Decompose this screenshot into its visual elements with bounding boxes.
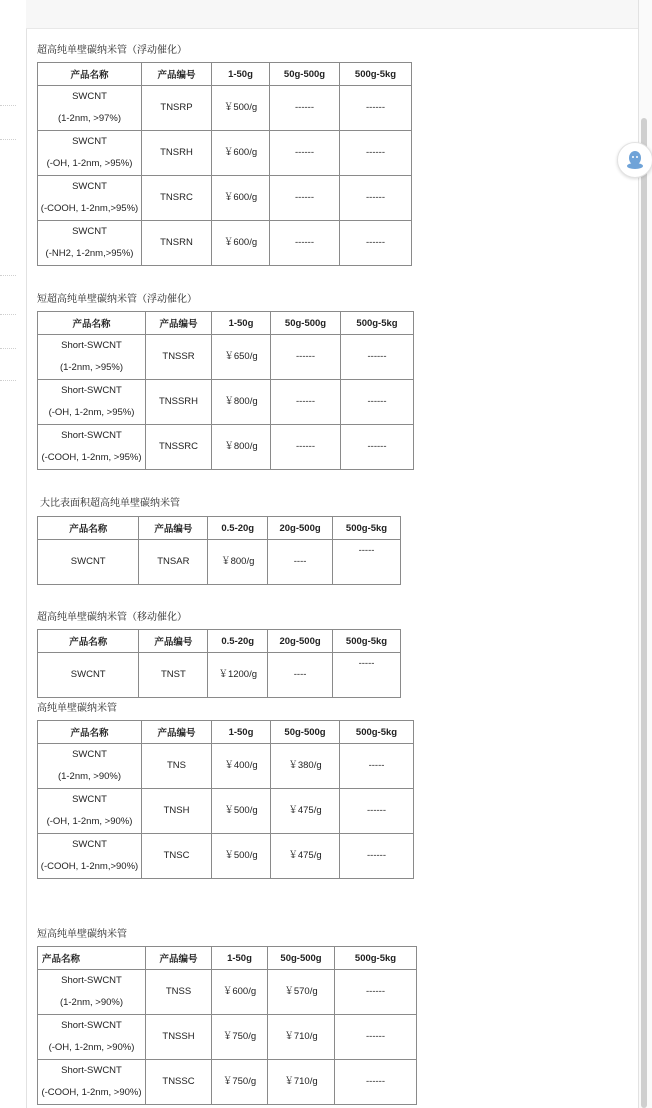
- price-1: ￥1200/g: [208, 653, 268, 698]
- price-2: ------: [271, 335, 341, 380]
- header-price-tier-2: 50g-500g: [271, 721, 340, 744]
- header-price-tier-3: 500g-5kg: [333, 517, 401, 540]
- price-1: ￥600/g: [212, 970, 268, 1015]
- price-3: ------: [335, 1015, 417, 1060]
- header-price-tier-3: 500g-5kg: [341, 312, 414, 335]
- product-code: TNSSRC: [146, 425, 212, 470]
- product-name: Short-SWCNT (-COOH, 1-2nm, >90%): [38, 1060, 146, 1105]
- price-3: ------: [340, 131, 412, 176]
- table-row: [38, 789, 414, 834]
- product-code: TNSSH: [146, 1015, 212, 1060]
- price-2: ------: [270, 86, 340, 131]
- price-1: ￥600/g: [212, 221, 270, 266]
- table-row: [38, 540, 401, 585]
- header-price-tier-3: 500g-5kg: [333, 630, 401, 653]
- price-table: [37, 946, 417, 1105]
- product-code: TNSRP: [142, 86, 212, 131]
- table-row: [38, 653, 401, 698]
- price-1: ￥500/g: [212, 86, 270, 131]
- header-product-code: 产品编号: [142, 63, 212, 86]
- header-price-tier-3: 500g-5kg: [335, 947, 417, 970]
- product-name: SWCNT: [38, 540, 139, 585]
- product-code: TNSAR: [139, 540, 208, 585]
- product-code: TNS: [142, 744, 212, 789]
- header-price-tier-1: 1-50g: [212, 721, 271, 744]
- price-2: ￥475/g: [271, 789, 340, 834]
- price-2: ----: [268, 653, 333, 698]
- price-3: ------: [341, 380, 414, 425]
- product-code: TNSC: [142, 834, 212, 879]
- section-title: 短超高纯单壁碳纳米管（浮动催化）: [37, 294, 197, 305]
- product-code: TNSSC: [146, 1060, 212, 1105]
- product-name: SWCNT: [38, 653, 139, 698]
- product-name: Short-SWCNT (-COOH, 1-2nm, >95%): [38, 425, 146, 470]
- product-name: SWCNT (-NH2, 1-2nm,>95%): [38, 221, 142, 266]
- price-table: [37, 720, 414, 879]
- header-price-tier-2: 20g-500g: [268, 517, 333, 540]
- table-row: [38, 176, 412, 221]
- price-1: ￥600/g: [212, 176, 270, 221]
- header-price-tier-2: 50g-500g: [268, 947, 335, 970]
- header-price-tier-3: 500g-5kg: [340, 721, 414, 744]
- header-product-code: 产品编号: [146, 947, 212, 970]
- section-title: 超高纯单壁碳纳米管（移动催化）: [37, 612, 187, 623]
- price-1: ￥750/g: [212, 1060, 268, 1105]
- price-3: ------: [340, 221, 412, 266]
- product-code: TNSS: [146, 970, 212, 1015]
- table-row: [38, 834, 414, 879]
- product-code: TNST: [139, 653, 208, 698]
- divider: [0, 314, 16, 315]
- section-title: 高纯单壁碳纳米管: [37, 703, 117, 714]
- header-price-tier-1: 1-50g: [212, 312, 271, 335]
- price-3: -----: [340, 744, 414, 789]
- header-product-name: 产品名称: [38, 312, 146, 335]
- table-row: [38, 425, 414, 470]
- divider: [0, 105, 16, 106]
- price-1: ￥500/g: [212, 834, 271, 879]
- header-price-tier-1: 1-50g: [212, 947, 268, 970]
- price-1: ￥800/g: [212, 425, 271, 470]
- product-name: SWCNT (1-2nm, >90%): [38, 744, 142, 789]
- price-2: ------: [270, 221, 340, 266]
- header-product-name: 产品名称: [38, 947, 146, 970]
- header-product-name: 产品名称: [38, 630, 139, 653]
- price-3: ------: [340, 834, 414, 879]
- header-product-name: 产品名称: [38, 63, 142, 86]
- header-price-tier-1: 0.5-20g: [208, 630, 268, 653]
- header-product-name: 产品名称: [38, 721, 142, 744]
- price-2: ￥570/g: [268, 970, 335, 1015]
- product-code: TNSSR: [146, 335, 212, 380]
- section-title: 大比表面积超高纯单壁碳纳米管: [40, 498, 180, 509]
- header-product-code: 产品编号: [139, 517, 208, 540]
- section-title: 超高纯单壁碳纳米管（浮动催化）: [37, 45, 187, 56]
- price-1: ￥800/g: [208, 540, 268, 585]
- price-table: [37, 62, 412, 266]
- price-3: ------: [341, 425, 414, 470]
- table-row: [38, 1060, 417, 1105]
- header-price-tier-2: 50g-500g: [270, 63, 340, 86]
- product-code: TNSRN: [142, 221, 212, 266]
- table-row: [38, 970, 417, 1015]
- header-price-tier-3: 500g-5kg: [340, 63, 412, 86]
- price-2: ￥710/g: [268, 1060, 335, 1105]
- price-3: ------: [340, 86, 412, 131]
- price-3: ------: [340, 176, 412, 221]
- price-2: ￥380/g: [271, 744, 340, 789]
- price-3: ------: [335, 970, 417, 1015]
- price-2: ------: [270, 131, 340, 176]
- price-1: ￥650/g: [212, 335, 271, 380]
- price-3: -----: [333, 540, 401, 585]
- section-title: 短高纯单壁碳纳米管: [37, 929, 127, 940]
- price-3: -----: [333, 653, 401, 698]
- chat-float-button[interactable]: [617, 142, 652, 178]
- product-code: TNSRC: [142, 176, 212, 221]
- table-row: [38, 744, 414, 789]
- header-price-tier-1: 0.5-20g: [208, 517, 268, 540]
- product-code: TNSSRH: [146, 380, 212, 425]
- price-2: ------: [271, 380, 341, 425]
- product-name: SWCNT (-OH, 1-2nm, >95%): [38, 131, 142, 176]
- product-name: Short-SWCNT (1-2nm, >90%): [38, 970, 146, 1015]
- price-1: ￥600/g: [212, 131, 270, 176]
- top-bar: [26, 0, 638, 29]
- price-1: ￥800/g: [212, 380, 271, 425]
- price-3: ------: [340, 789, 414, 834]
- table-row: [38, 131, 412, 176]
- product-name: SWCNT (-COOH, 1-2nm,>90%): [38, 834, 142, 879]
- price-1: ￥400/g: [212, 744, 271, 789]
- header-product-code: 产品编号: [142, 721, 212, 744]
- price-2: ------: [270, 176, 340, 221]
- table-row: [38, 380, 414, 425]
- product-code: TNSH: [142, 789, 212, 834]
- product-name: Short-SWCNT (-OH, 1-2nm, >90%): [38, 1015, 146, 1060]
- price-1: ￥750/g: [212, 1015, 268, 1060]
- scrollbar-thumb[interactable]: [641, 118, 647, 1108]
- price-2: ------: [271, 425, 341, 470]
- header-product-name: 产品名称: [38, 517, 139, 540]
- divider: [0, 275, 16, 276]
- product-name: SWCNT (-COOH, 1-2nm,>95%): [38, 176, 142, 221]
- header-price-tier-1: 1-50g: [212, 63, 270, 86]
- table-row: [38, 335, 414, 380]
- header-price-tier-2: 20g-500g: [268, 630, 333, 653]
- header-product-code: 产品编号: [139, 630, 208, 653]
- price-table: [37, 516, 401, 585]
- left-panel-edge: [0, 0, 27, 1108]
- product-code: TNSRH: [142, 131, 212, 176]
- table-row: [38, 1015, 417, 1060]
- table-row: [38, 221, 412, 266]
- divider: [0, 380, 16, 381]
- price-2: ￥475/g: [271, 834, 340, 879]
- header-product-code: 产品编号: [146, 312, 212, 335]
- product-name: SWCNT (1-2nm, >97%): [38, 86, 142, 131]
- price-table: [37, 311, 414, 470]
- price-table: [37, 629, 401, 698]
- product-name: SWCNT (-OH, 1-2nm, >90%): [38, 789, 142, 834]
- price-3: ------: [341, 335, 414, 380]
- price-2: ￥710/g: [268, 1015, 335, 1060]
- price-1: ￥500/g: [212, 789, 271, 834]
- divider: [0, 348, 16, 349]
- header-price-tier-2: 50g-500g: [271, 312, 341, 335]
- divider: [0, 139, 16, 140]
- product-name: Short-SWCNT (-OH, 1-2nm, >95%): [38, 380, 146, 425]
- price-3: ------: [335, 1060, 417, 1105]
- price-2: ----: [268, 540, 333, 585]
- product-name: Short-SWCNT (1-2nm, >95%): [38, 335, 146, 380]
- table-row: [38, 86, 412, 131]
